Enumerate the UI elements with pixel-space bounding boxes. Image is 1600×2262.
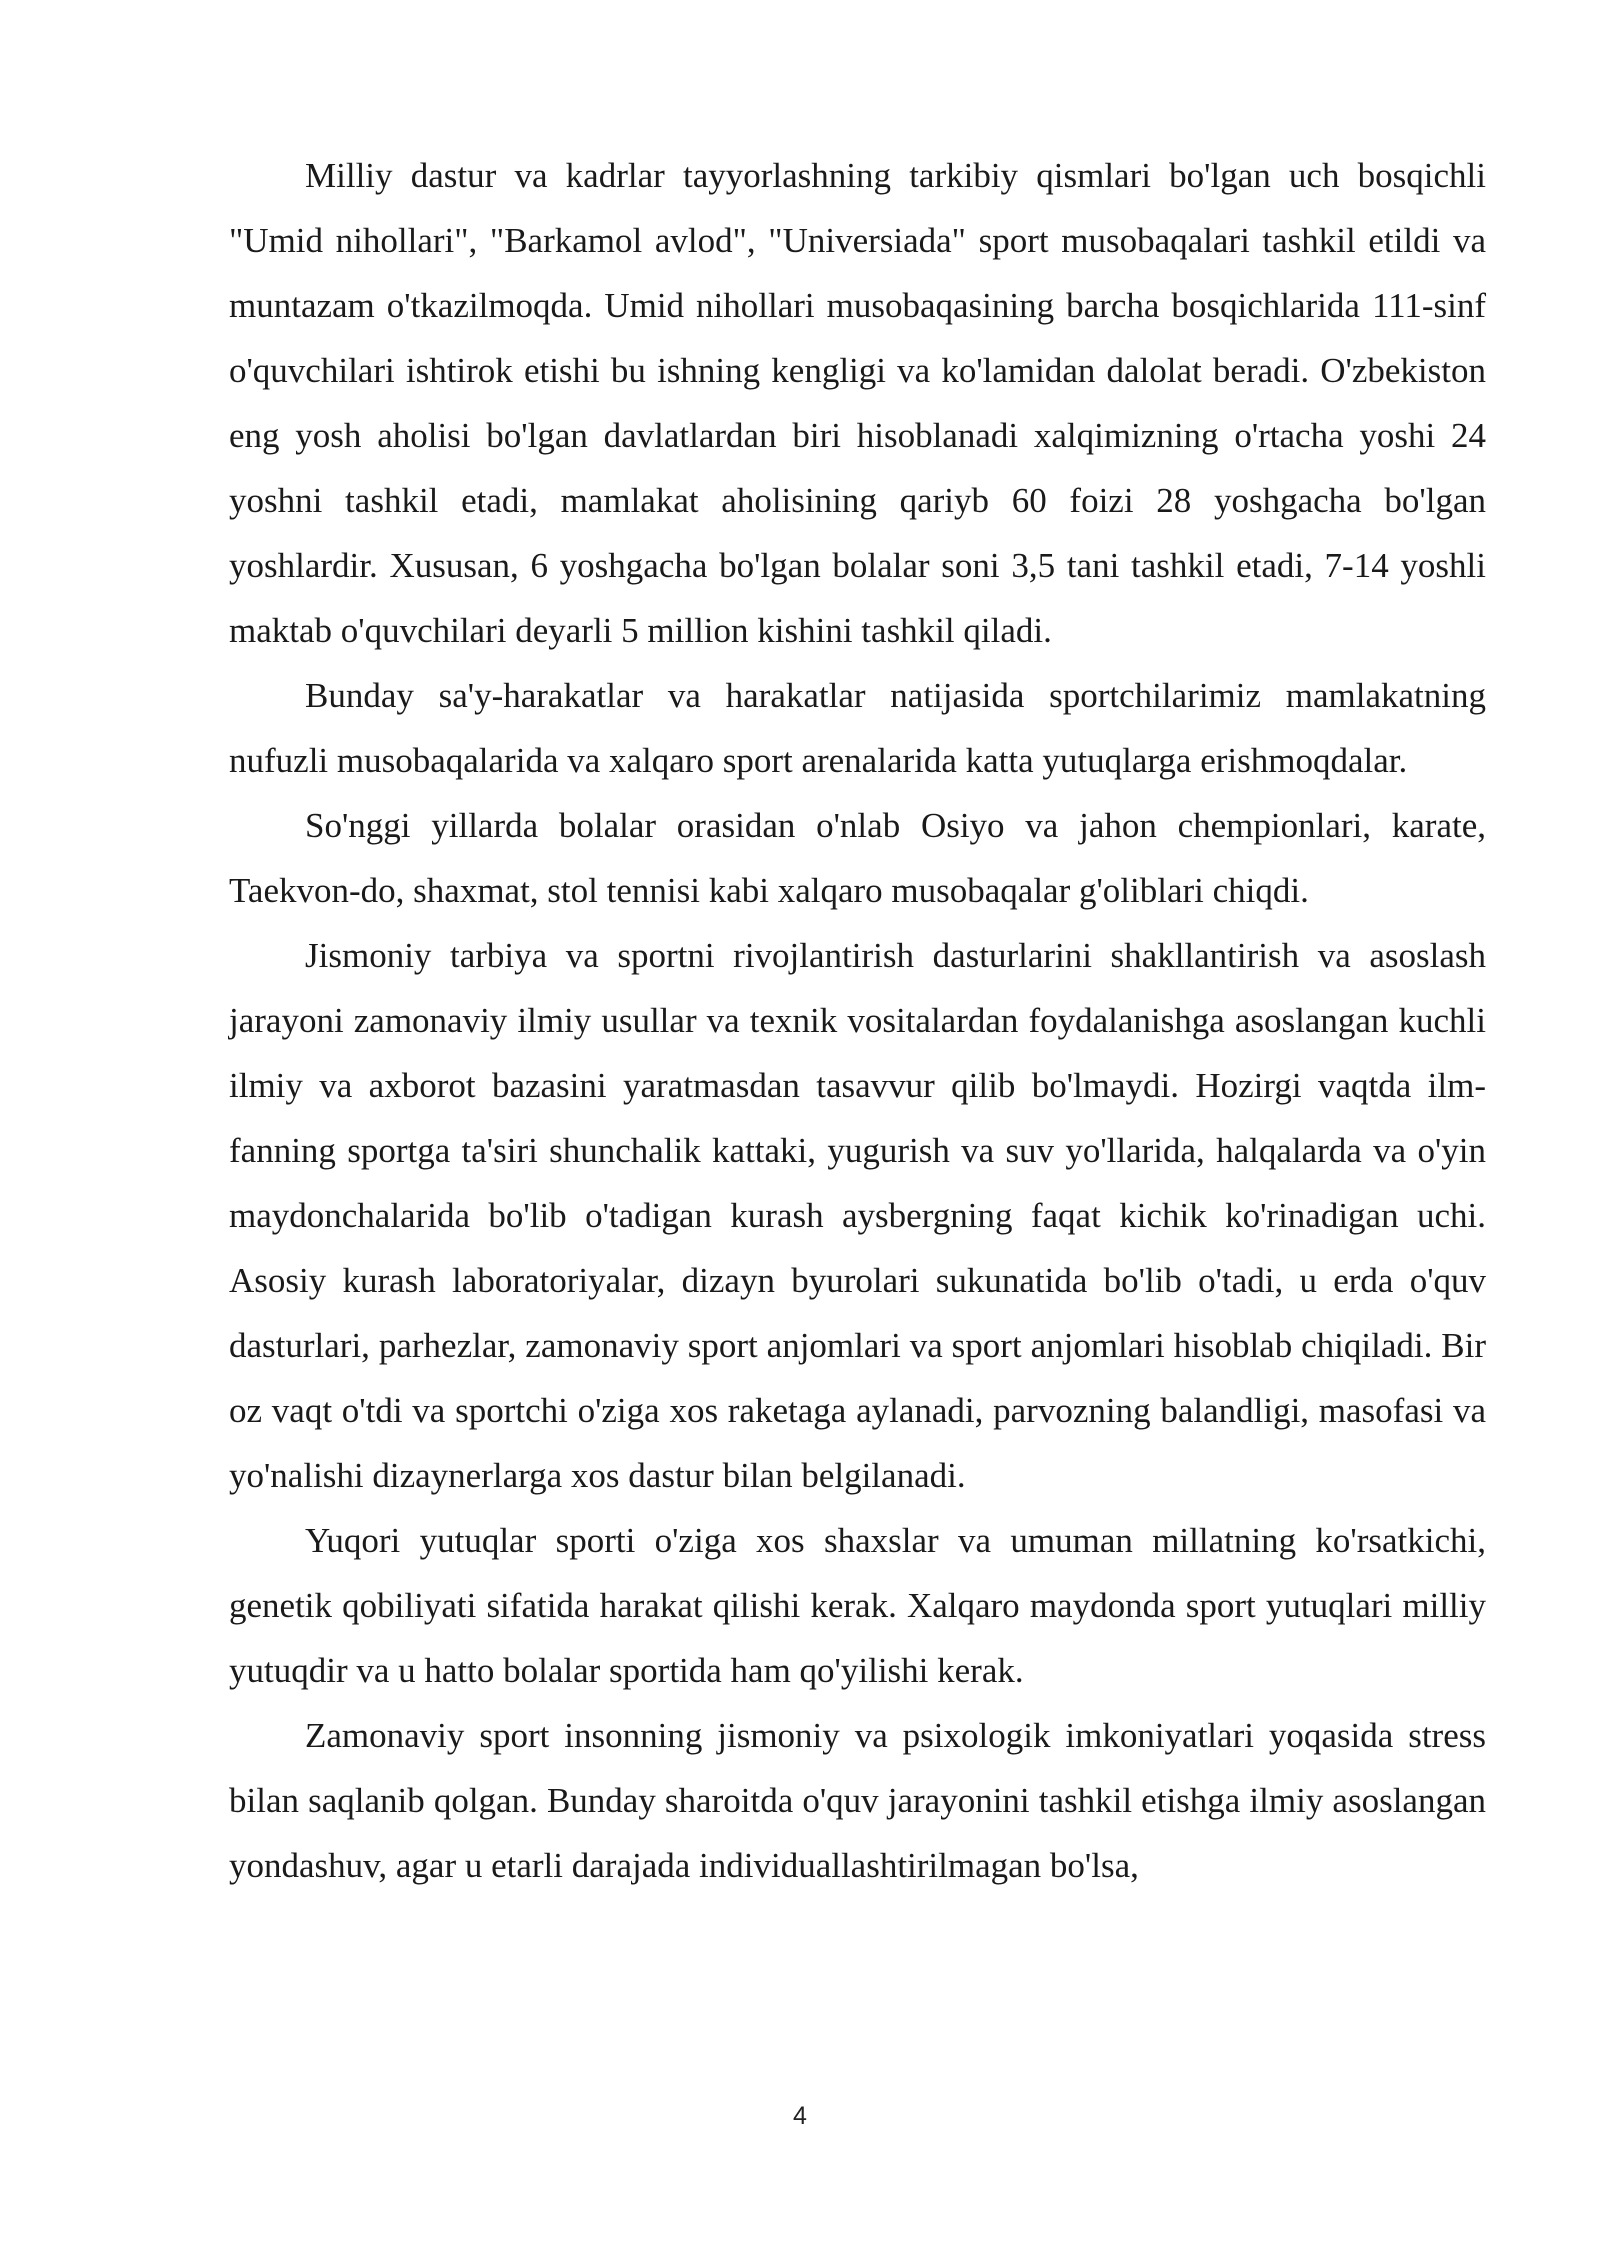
body-text xyxy=(229,143,1486,1898)
page-number: 4 xyxy=(793,2102,807,2130)
paragraph-3: So'nggi yillarda bolalar orasidan o'nlab Osiyo va jahon chempionlari, karate, Taekvon-do, shaxmat, stol tennisi kabi xalqaro musobaqalar g'oliblari chiqdi. xyxy=(229,806,1486,910)
paragraph-6: Zamonaviy sport insonning jismoniy va psixologik imkoniyatlari yoqasida stress bilan saqlanib qolgan. Bunday sharoitda o'quv jarayonini tashkil etishga ilmiy asoslangan yondashuv, agar u etarli darajada individuallashtirilmagan bo'lsa, xyxy=(229,1716,1486,1885)
paragraph-2: Bunday sa'y-harakatlar va harakatlar natijasida sportchilarimiz mamlakatning nufuzli musobaqalarida va xalqaro sport arenalarida katta yutuqlarga erishmoqdalar. xyxy=(229,676,1486,780)
paragraph-5: Yuqori yutuqlar sporti o'ziga xos shaxslar va umuman millatning ko'rsatkichi, genetik qobiliyati sifatida harakat qilishi kerak. Xalqaro maydonda sport yutuqlari milliy yutuqdir va u hatto bolalar sportida ham qo'yilishi kerak. xyxy=(229,1521,1486,1690)
paragraph-1: Milliy dastur va kadrlar tayyorlashning tarkibiy qismlari bo'lgan uch bosqichli "Umid nihollari", "Barkamol avlod", "Universiada" sport musobaqalari tashkil etildi va muntazam o'tkazilmoqda. Umid nihollari musobaqasining barcha bosqichlarida 111-sinf o'quvchilari ishtirok etishi bu ishning kengligi va ko'lamidan dalolat beradi. O'zbekiston eng yosh aholisi bo'lgan davlatlardan biri hisoblanadi xalqimizning o'rtacha yoshi 24 yoshni tashkil etadi, mamlakat aholisining qariyb 60 foizi 28 yoshgacha bo'lgan yoshlardir. Xususan, 6 yoshgacha bo'lgan bolalar soni 3,5 tani tashkil etadi, 7-14 yoshli maktab o'quvchilari deyarli 5 million kishini tashkil qiladi. xyxy=(229,156,1486,650)
paragraph-4: Jismoniy tarbiya va sportni rivojlantirish dasturlarini shakllantirish va asoslash jarayoni zamonaviy ilmiy usullar va texnik vositalardan foydalanishga asoslangan kuchli ilmiy va axborot bazasini yaratmasdan tasavvur qilib bo'lmaydi. Hozirgi vaqtda ilm-fanning sportga ta'siri shunchalik kattaki, yugurish va suv yo'llarida, halqalarda va o'yin maydonchalarida bo'lib o'tadigan kurash aysbergning faqat kichik ko'rinadigan uchi. Asosiy kurash laboratoriyalar, dizayn byurolari sukunatida bo'lib o'tadi, u erda o'quv dasturlari, parhezlar, zamonaviy sport anjomlari va sport anjomlari hisoblab chiqiladi. Bir oz vaqt o'tdi va sportchi o'ziga xos raketaga aylanadi, parvozning balandligi, masofasi va yo'nalishi dizaynerlarga xos dastur bilan belgilanadi. xyxy=(229,936,1486,1495)
